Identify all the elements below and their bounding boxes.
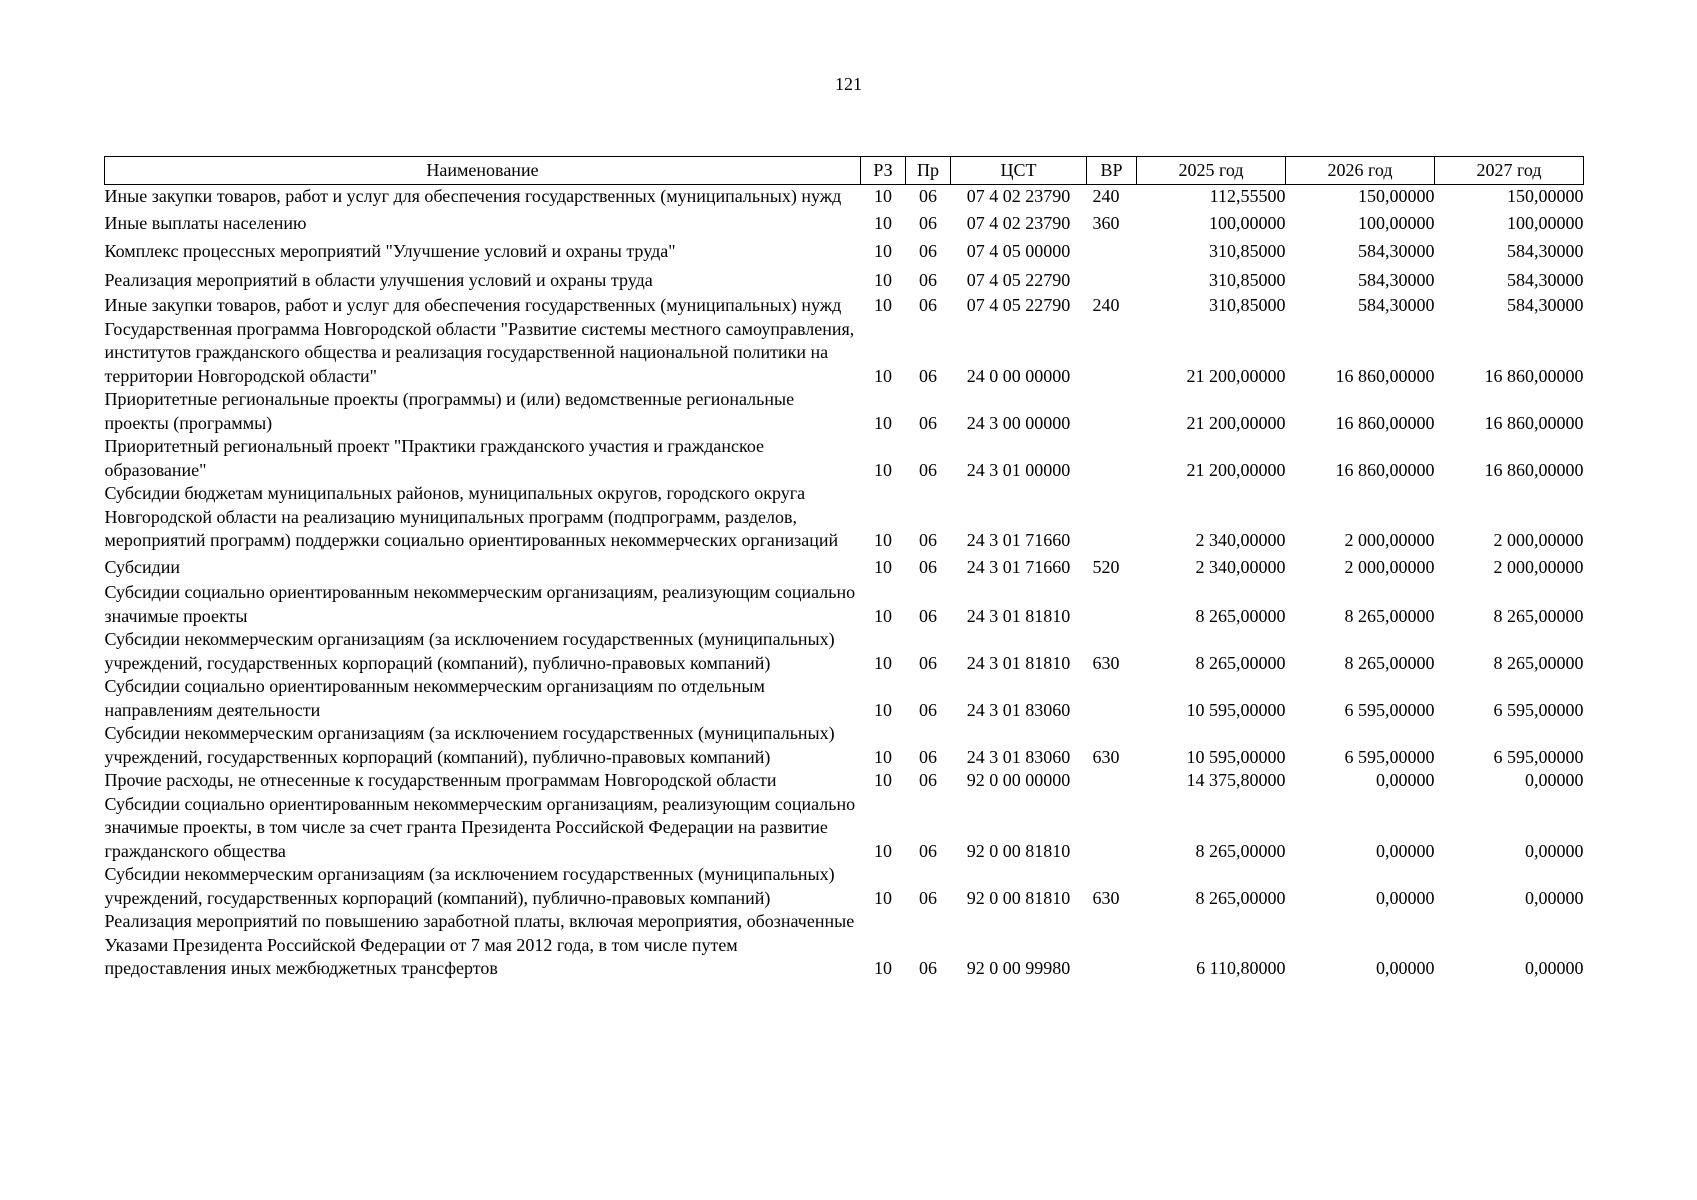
row-pr: 06 xyxy=(919,958,937,978)
row-2025: 8 265,00000 xyxy=(1195,887,1286,908)
row-2027: 150,00000 xyxy=(1507,186,1584,206)
row-rz: 10 xyxy=(874,652,892,673)
table-row xyxy=(105,185,1584,209)
row-cst: 24 3 00 00000 xyxy=(966,412,1071,433)
row-name: Реализация мероприятий в области улучшения условий и охраны труда xyxy=(104,269,653,290)
row-2025: 8 265,00000 xyxy=(1195,652,1286,673)
row-2026: 150,00000 xyxy=(1358,186,1435,206)
row-vr xyxy=(1087,318,1137,389)
page-number: 121 xyxy=(835,74,862,94)
row-vr xyxy=(1087,793,1137,864)
row-rz: 10 xyxy=(874,459,892,480)
header-cst: ЦСТ xyxy=(951,157,1087,185)
row-name: Субсидии социально ориентированным некоммерческим организациям по отдельным направлениям деятельности xyxy=(104,676,765,720)
row-cst: 07 4 02 23790 xyxy=(966,212,1071,233)
row-2025: 8 265,00000 xyxy=(1195,840,1286,861)
row-cst: 24 3 01 71660 xyxy=(966,556,1071,577)
row-2026: 2 000,00000 xyxy=(1344,530,1435,550)
table-row xyxy=(105,237,1584,266)
row-pr: 06 xyxy=(919,530,937,550)
row-2026: 8 265,00000 xyxy=(1344,605,1435,626)
table-row xyxy=(105,294,1584,318)
row-name: Субсидии социально ориентированным некоммерческим организациям, реализующим социально значимые проекты, в том числе за счет гранта Президента Российской Федерации на развитие гражданского общества xyxy=(104,793,856,861)
row-cst: 92 0 00 81810 xyxy=(966,887,1071,908)
row-vr xyxy=(1087,482,1137,553)
row-pr: 06 xyxy=(919,241,937,261)
row-2025: 310,85000 xyxy=(1209,269,1286,290)
row-rz: 10 xyxy=(874,958,892,978)
row-name: Субсидии социально ориентированным некоммерческим организациям, реализующим социально значимые проекты xyxy=(104,582,856,626)
row-cst: 24 3 01 83060 xyxy=(966,746,1071,767)
row-pr: 06 xyxy=(919,459,937,480)
row-2025: 100,00000 xyxy=(1209,212,1286,233)
table-row xyxy=(105,581,1584,628)
header-2026: 2026 год xyxy=(1286,157,1435,185)
row-name: Иные закупки товаров, работ и услуг для обеспечения государственных (муниципальных) нужд xyxy=(104,295,842,315)
row-2025: 112,55500 xyxy=(1209,186,1286,206)
table-row xyxy=(105,388,1584,435)
row-rz: 10 xyxy=(874,212,892,233)
row-2027: 584,30000 xyxy=(1507,295,1584,315)
row-pr: 06 xyxy=(919,365,937,386)
row-name: Субсидии xyxy=(104,556,181,577)
row-vr: 630 xyxy=(1092,746,1120,767)
row-2027: 100,00000 xyxy=(1507,212,1584,233)
row-2026: 584,30000 xyxy=(1358,295,1435,315)
row-2027: 8 265,00000 xyxy=(1493,605,1584,626)
row-2027: 8 265,00000 xyxy=(1493,652,1584,673)
table-row xyxy=(105,675,1584,722)
row-2027: 0,00000 xyxy=(1525,958,1584,978)
header-rz: РЗ xyxy=(861,157,906,185)
row-rz: 10 xyxy=(874,887,892,908)
row-2026: 0,00000 xyxy=(1376,887,1435,908)
row-cst: 07 4 05 22790 xyxy=(966,269,1071,290)
row-vr xyxy=(1087,675,1137,722)
row-2026: 0,00000 xyxy=(1376,840,1435,861)
row-vr xyxy=(1087,769,1137,793)
header-name: Наименование xyxy=(105,157,861,185)
table-body xyxy=(105,185,1584,981)
header-2027: 2027 год xyxy=(1435,157,1584,185)
table-row xyxy=(105,793,1584,864)
row-2025: 21 200,00000 xyxy=(1186,412,1286,433)
row-cst: 24 0 00 00000 xyxy=(966,365,1071,386)
row-name: Приоритетные региональные проекты (программы) и (или) ведомственные региональные проекты (программы) xyxy=(104,389,795,433)
row-pr: 06 xyxy=(919,269,937,290)
row-2026: 2 000,00000 xyxy=(1344,556,1435,577)
row-2027: 0,00000 xyxy=(1525,770,1584,790)
row-vr: 240 xyxy=(1092,295,1120,315)
table-header-row xyxy=(105,157,1584,185)
row-pr: 06 xyxy=(919,212,937,233)
row-2025: 2 340,00000 xyxy=(1195,530,1286,550)
row-pr: 06 xyxy=(919,556,937,577)
row-pr: 06 xyxy=(919,412,937,433)
row-rz: 10 xyxy=(874,605,892,626)
row-vr xyxy=(1087,581,1137,628)
row-cst: 24 3 01 81810 xyxy=(966,652,1071,673)
table-row xyxy=(105,863,1584,910)
row-cst: 24 3 01 83060 xyxy=(966,699,1071,720)
row-2027: 584,30000 xyxy=(1507,241,1584,261)
row-2027: 16 860,00000 xyxy=(1484,365,1584,386)
table-row xyxy=(105,209,1584,238)
row-2026: 6 595,00000 xyxy=(1344,699,1435,720)
row-2027: 0,00000 xyxy=(1525,840,1584,861)
row-name: Комплекс процессных мероприятий "Улучшение условий и охраны труда" xyxy=(104,241,676,261)
row-2026: 584,30000 xyxy=(1358,269,1435,290)
header-pr: Пр xyxy=(906,157,951,185)
table-row xyxy=(105,553,1584,582)
row-name: Государственная программа Новгородской области "Развитие системы местного самоуправления, институтов гражданского общества и реализация государственной национальной политики на территории Новгородской области" xyxy=(104,318,855,386)
row-cst: 07 4 05 22790 xyxy=(966,295,1071,315)
row-2027: 2 000,00000 xyxy=(1493,530,1584,550)
row-vr: 630 xyxy=(1092,887,1120,908)
row-vr: 360 xyxy=(1092,212,1120,233)
row-2027: 2 000,00000 xyxy=(1493,556,1584,577)
row-rz: 10 xyxy=(874,840,892,861)
row-2025: 310,85000 xyxy=(1209,295,1286,315)
row-cst: 24 3 01 00000 xyxy=(966,459,1071,480)
row-pr: 06 xyxy=(919,699,937,720)
row-2027: 16 860,00000 xyxy=(1484,412,1584,433)
row-2027: 6 595,00000 xyxy=(1493,699,1584,720)
row-name: Субсидии некоммерческим организациям (за исключением государственных (муниципальных) учреждений, государственных корпораций (компаний), публично-правовых компаний) xyxy=(104,864,835,908)
row-name: Иные закупки товаров, работ и услуг для обеспечения государственных (муниципальных) нужд xyxy=(104,186,842,206)
row-cst: 07 4 02 23790 xyxy=(966,186,1071,206)
table-row xyxy=(105,628,1584,675)
row-2025: 6 110,80000 xyxy=(1196,958,1286,978)
row-2026: 584,30000 xyxy=(1358,241,1435,261)
row-2027: 16 860,00000 xyxy=(1484,459,1584,480)
table-row xyxy=(105,482,1584,553)
row-2025: 10 595,00000 xyxy=(1186,699,1286,720)
row-2025: 21 200,00000 xyxy=(1186,365,1286,386)
table-row xyxy=(105,910,1584,981)
row-name: Субсидии некоммерческим организациям (за исключением государственных (муниципальных) учреждений, государственных корпораций (компаний), публично-правовых компаний) xyxy=(104,723,835,767)
row-cst: 24 3 01 81810 xyxy=(966,605,1071,626)
row-cst: 92 0 00 81810 xyxy=(966,840,1071,861)
row-2026: 6 595,00000 xyxy=(1344,746,1435,767)
row-pr: 06 xyxy=(919,746,937,767)
row-2027: 6 595,00000 xyxy=(1493,746,1584,767)
row-vr xyxy=(1087,266,1137,295)
row-vr xyxy=(1087,435,1137,482)
header-2025: 2025 год xyxy=(1137,157,1286,185)
row-2026: 100,00000 xyxy=(1358,212,1435,233)
row-2026: 16 860,00000 xyxy=(1335,459,1435,480)
row-2025: 21 200,00000 xyxy=(1186,459,1286,480)
row-rz: 10 xyxy=(874,412,892,433)
row-2027: 584,30000 xyxy=(1507,269,1584,290)
row-rz: 10 xyxy=(874,770,892,790)
row-pr: 06 xyxy=(919,295,937,315)
row-pr: 06 xyxy=(919,605,937,626)
row-vr xyxy=(1087,237,1137,266)
row-cst: 92 0 00 00000 xyxy=(966,770,1071,790)
row-2025: 8 265,00000 xyxy=(1195,605,1286,626)
row-2026: 16 860,00000 xyxy=(1335,365,1435,386)
row-2025: 310,85000 xyxy=(1209,241,1286,261)
table-row xyxy=(105,318,1584,389)
row-cst: 07 4 05 00000 xyxy=(966,241,1071,261)
row-2026: 0,00000 xyxy=(1376,958,1435,978)
row-rz: 10 xyxy=(874,241,892,261)
row-vr: 520 xyxy=(1092,556,1120,577)
row-vr: 630 xyxy=(1092,652,1120,673)
row-2026: 0,00000 xyxy=(1376,770,1435,790)
row-2026: 8 265,00000 xyxy=(1344,652,1435,673)
row-rz: 10 xyxy=(874,365,892,386)
row-cst: 92 0 00 99980 xyxy=(966,958,1071,978)
row-cst: 24 3 01 71660 xyxy=(966,530,1071,550)
row-2025: 14 375,80000 xyxy=(1186,770,1286,790)
row-2025: 2 340,00000 xyxy=(1195,556,1286,577)
row-name: Субсидии бюджетам муниципальных районов, муниципальных округов, городского округа Новгородской области на реализацию муниципальных программ (подпрограмм, разделов, мероприятий программ) поддержки социально ориентированных некоммерческих организаций xyxy=(104,483,839,550)
row-pr: 06 xyxy=(919,887,937,908)
row-2027: 0,00000 xyxy=(1525,887,1584,908)
row-rz: 10 xyxy=(874,746,892,767)
row-pr: 06 xyxy=(919,840,937,861)
row-rz: 10 xyxy=(874,556,892,577)
row-pr: 06 xyxy=(919,652,937,673)
header-vr: ВР xyxy=(1087,157,1137,185)
row-rz: 10 xyxy=(874,186,892,206)
row-name: Реализация мероприятий по повышению заработной платы, включая мероприятия, обозначенные Указами Президента Российской Федерации от 7 мая 2012 года, в том числе путем предоставления иных межбюджетных трансфертов xyxy=(104,911,855,978)
row-rz: 10 xyxy=(874,295,892,315)
row-vr: 240 xyxy=(1092,186,1120,206)
row-pr: 06 xyxy=(919,186,937,206)
row-rz: 10 xyxy=(874,269,892,290)
row-name: Приоритетный региональный проект "Практики гражданского участия и гражданское образование" xyxy=(104,436,765,480)
row-vr xyxy=(1087,388,1137,435)
row-2025: 10 595,00000 xyxy=(1186,746,1286,767)
row-rz: 10 xyxy=(874,699,892,720)
row-pr: 06 xyxy=(919,770,937,790)
budget-table xyxy=(104,156,1584,981)
table-row xyxy=(105,266,1584,295)
table-row xyxy=(105,435,1584,482)
row-2026: 16 860,00000 xyxy=(1335,412,1435,433)
row-rz: 10 xyxy=(874,530,892,550)
row-vr xyxy=(1087,910,1137,981)
table-row xyxy=(105,769,1584,793)
table-row xyxy=(105,722,1584,769)
row-name: Прочие расходы, не отнесенные к государственным программам Новгородской области xyxy=(104,770,777,790)
row-name: Иные выплаты населению xyxy=(104,212,307,233)
row-name: Субсидии некоммерческим организациям (за исключением государственных (муниципальных) учреждений, государственных корпораций (компаний), публично-правовых компаний) xyxy=(104,629,835,673)
